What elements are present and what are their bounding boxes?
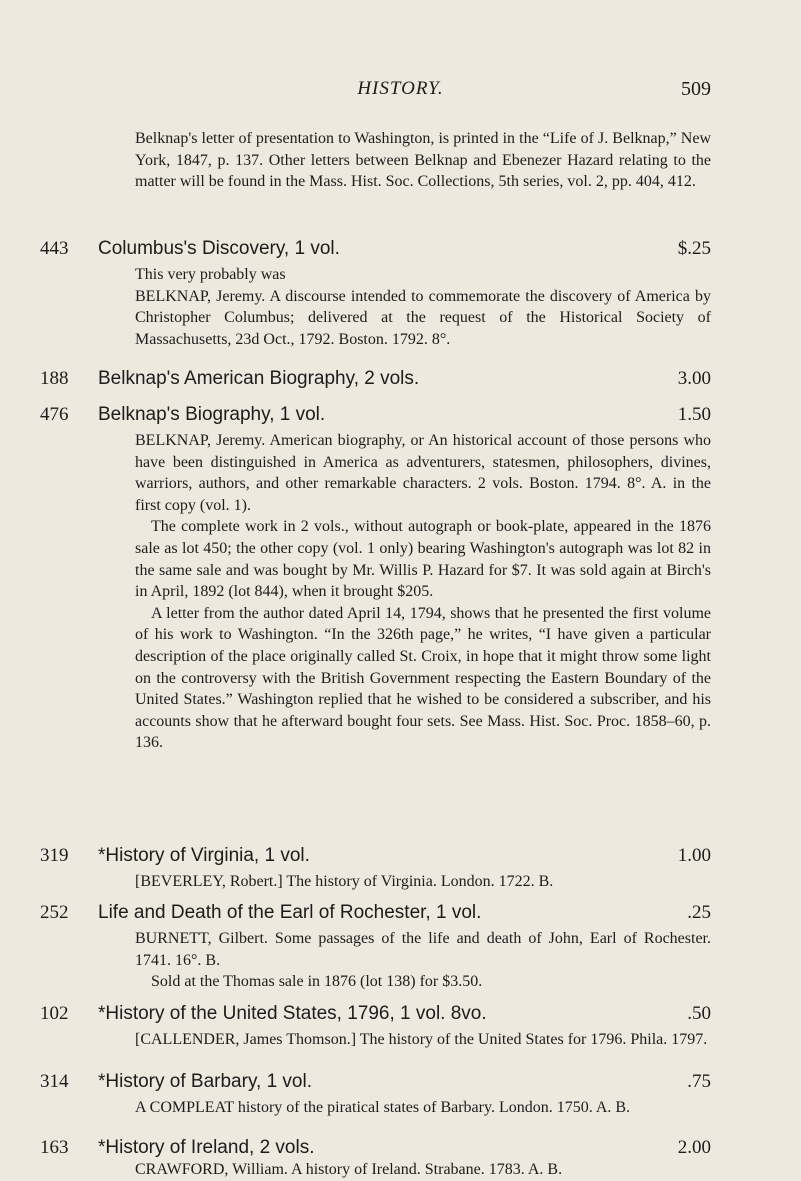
page-header	[0, 78, 801, 108]
entry-title: *History of Virginia, 1 vol.	[98, 845, 310, 866]
page-number: 509	[681, 78, 711, 100]
entry-443	[0, 238, 801, 350]
entry-price: $.25	[677, 238, 711, 259]
entry-252	[0, 902, 801, 993]
entry-note: The complete work in 2 vols., without autograph or book-plate, appeared in the 1876 sale as lot 450; the other copy (vol. 1 only) bearing Washington's autograph was lot 82 in the same sale and was bought by Mr. Willis P. Hazard for $7. It was sold again at Birch's in April, 1892 (lot 844), when it brought $205.	[135, 518, 711, 601]
entry-citation: CRAWFORD, William. A history of Ireland. Strabane. 1783. A. B.	[135, 1161, 563, 1178]
entry-number: 188	[40, 368, 69, 389]
entry-title: Belknap's American Biography, 2 vols.	[98, 368, 420, 389]
entry-title: Life and Death of the Earl of Rochester, 1 vol.	[98, 902, 482, 923]
entry-number: 443	[40, 238, 69, 259]
running-title: HISTORY.	[357, 78, 444, 99]
entry-price: 3.00	[677, 368, 711, 389]
intro-paragraph	[0, 128, 801, 193]
entry-note: Sold at the Thomas sale in 1876 (lot 138) for $3.50.	[151, 973, 483, 991]
entry-188	[0, 368, 801, 394]
entry-price: .75	[687, 1071, 711, 1092]
entry-title: *History of Barbary, 1 vol.	[98, 1071, 313, 1092]
entry-price: 1.00	[677, 845, 711, 866]
entry-note: A letter from the author dated April 14, 1794, shows that he presented the first volume of his work to Washington. “In the 326th page,” he writes, “I have given a particular description of the place originally called St. Croix, in hope that it might throw some light on the controversy with the British Government respecting the Eastern Boundary of the United States.” Washington replied that he wished to be considered a subscriber, and his accounts show that he afterward bought four sets. See Mass. Hist. Soc. Proc. 1858–60, p. 136.	[135, 604, 711, 752]
entry-314	[0, 1071, 801, 1119]
entry-title: Columbus's Discovery, 1 vol.	[98, 238, 340, 259]
entry-number: 476	[40, 404, 69, 425]
entry-price: 2.00	[677, 1137, 711, 1158]
entry-title: Belknap's Biography, 1 vol.	[98, 404, 326, 425]
entry-price: 1.50	[677, 404, 711, 425]
entry-title: *History of the United States, 1796, 1 vol. 8vo.	[98, 1003, 487, 1024]
entry-citation: [BEVERLEY, Robert.] The history of Virginia. London. 1722. B.	[135, 873, 554, 890]
entry-102	[0, 1003, 801, 1051]
entry-price: .50	[687, 1003, 711, 1024]
entry-citation: A COMPLEAT history of the piratical states of Barbary. London. 1750. A. B.	[135, 1099, 631, 1116]
entry-319	[0, 845, 801, 893]
entry-title: *History of Ireland, 2 vols.	[98, 1137, 315, 1158]
entry-citation: [CALLENDER, James Thomson.] The history of the United States for 1796. Phila. 1797.	[135, 1031, 708, 1048]
entry-citation: BELKNAP, Jeremy. American biography, or An historical account of those persons who have been distinguished in America as adventurers, statesmen, philosophers, divines, warriors, authors, and other remarkable characters. 2 vols. Boston. 1794. 8°. A. in the first copy (vol. 1).	[135, 432, 711, 514]
entry-price: .25	[687, 902, 711, 923]
entry-number: 102	[40, 1003, 69, 1024]
entry-citation: BURNETT, Gilbert. Some passages of the life and death of John, Earl of Rochester. 1741. 16°. B.	[135, 930, 711, 969]
intro-text: Belknap's letter of presentation to Washington, is printed in the “Life of J. Belknap,” New York, 1847, p. 137. Other letters between Belknap and Ebenezer Hazard relating to the matter will be found in the Mass. Hist. Soc. Collections, 5th series, vol. 2, pp. 404, 412.	[135, 130, 711, 191]
entry-number: 314	[40, 1071, 69, 1092]
entry-number: 252	[40, 902, 69, 923]
entry-note: This very probably was	[135, 266, 286, 283]
entry-number: 163	[40, 1137, 69, 1158]
entry-476	[0, 404, 801, 754]
entry-number: 319	[40, 845, 69, 866]
entry-163	[0, 1137, 801, 1181]
entry-citation: BELKNAP, Jeremy. A discourse intended to commemorate the discovery of America by Christopher Columbus; delivered at the request of the Historical Society of Massachusetts, 23d Oct., 1792. Boston. 1792. 8°.	[135, 287, 711, 348]
